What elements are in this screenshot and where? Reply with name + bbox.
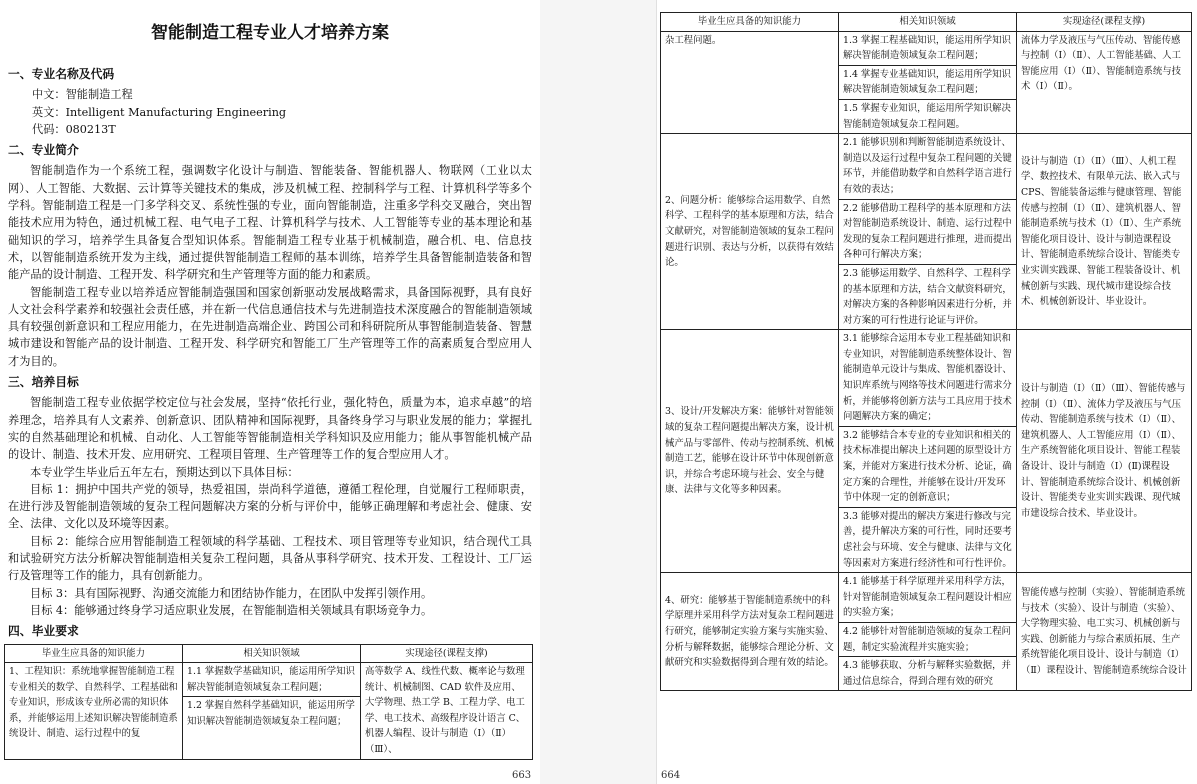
left-page xyxy=(0,0,541,784)
field-item: 3.3 能够对提出的解决方案进行修改与完善，提升解决方案的可行性，同时还要考虑社会与环境、安全与健康、法律与文化等因素对方案进行经济性和可行性评价。 xyxy=(843,510,1012,569)
field-item: 1.5 掌握专业知识，能运用所学知识解决智能制造领域复杂工程问题。 xyxy=(843,102,1011,130)
section-3-paragraph: 智能制造工程专业依据学校定位与社会发展，坚持“依托行业，强化特色，质量为本，追求卓越”的培养理念，培养具有人文素养、创新意识、团队精神和国际视野，具备终身学习与职业发展的能力；掌握扎实的自然基础理论和机械、自动化、人工智能等智能制造相关学科知识及应用能力；能从事智能机械产品的设计、制造、技术开发、应用研究、工程项目管理、生产管理等工作的复合型应用人才。 xyxy=(8,396,532,462)
section-3-paragraph: 本专业学生毕业后五年左右，预期达到以下具体目标： xyxy=(30,465,299,479)
requirements-table-right xyxy=(660,12,1192,691)
info-code: 代码：080213T xyxy=(32,122,116,136)
field-item: 1.4 掌握专业基础知识，能运用所学知识解决智能制造领域复杂工程问题； xyxy=(839,66,1016,100)
field-item: 3.2 能够结合本专业的专业知识和相关的技术标准提出解决上述问题的原型设计方案，并能对方案进行技术分析、论证，确定方案的合理性，并能够在设计/开发环节中体现一定的创新意识； xyxy=(839,427,1016,508)
page-number: 664 xyxy=(661,770,681,781)
field-item: 4.3 能够获取、分析与解释实验数据，并通过信息综合，得到合理有效的研究 xyxy=(843,660,1011,687)
table-row xyxy=(661,330,1192,573)
table-header: 毕业生应具备的知识能力 xyxy=(661,13,839,32)
table-header: 相关知识领域 xyxy=(183,644,361,663)
fields-cell xyxy=(839,134,1017,330)
left-content xyxy=(8,62,532,760)
field-item: 1.1 掌握数学基础知识，能运用所学知识解决智能制造领域复杂工程问题； xyxy=(183,663,360,697)
section-2-paragraph: 智能制造工程专业以培养适应智能制造强国和国家创新驱动发展战略需求，具备国际视野，具有良好人文社会科学素养和较强社会责任感，并在新一代信息通信技术与先进制造技术深度融合的智能制造领域具有较强创新意识和工程应用能力，在先进制造高端企业、跨国公司和科研院所从事智能制造装备、智慧城市建设和智能产品的设计制造、工程开发、科学研究和智能工厂生产管理等工作的高素质复合型应用人才为目的。 xyxy=(8,285,532,368)
info-chinese-name: 中文：智能制造工程 xyxy=(32,88,133,102)
info-english-name: 英文：Intelligent Manufacturing Engineering xyxy=(32,105,287,119)
ability-cell: 1、工程知识：系统地掌握智能制造工程专业相关的数学、自然科学、工程基础和专业知识，形成该专业所必需的知识体系，并能够运用上述知识解决智能制造系统设计、制造、运行过程中的复 xyxy=(5,663,183,760)
goal-item: 目标 3：具有国际视野、沟通交流能力和团结协作能力，在团队中发挥引领作用。 xyxy=(30,586,433,600)
table-header: 相关知识领域 xyxy=(839,13,1017,32)
fields-cell xyxy=(839,573,1017,691)
goal-item: 目标 2：能综合应用智能制造工程领域的科学基础、工程技术、项目管理等专业知识，结合现代工具和试验研究方法分析解决智能制造相关复杂工程问题，具备从事科学研究、技术开发、工程设计、工厂运行及管理等工作的能力，具有创新能力。 xyxy=(8,534,532,583)
section-1-heading: 一、专业名称及代码 xyxy=(8,67,115,81)
requirements-table-left xyxy=(4,644,533,760)
field-item: 2.2 能够借助工程科学的基本原理和方法对智能制造系统设计、制造、运行过程中发现的复杂工程问题进行推理，进而提出各种可行解决方案； xyxy=(839,200,1016,265)
page-number: 663 xyxy=(512,770,532,781)
table-row xyxy=(5,663,533,760)
courses-cell: 智能传感与控制（实验）、智能制造系统与技术（实验）、设计与制造（实验）、大学物理实验、电工实习、机械创新与实践、创新能力与综合素质拓展、生产系统智能化项目设计、设计与制造（Ⅰ）（Ⅱ）课程设计、智能制造系统综合设计 xyxy=(1017,573,1192,691)
table-header: 毕业生应具备的知识能力 xyxy=(5,644,183,663)
ability-cell: 2、问题分析：能够综合运用数学、自然科学、工程科学的基本原理和方法，结合文献研究，对智能制造领域的复杂工程问题进行识别、表达与分析，以获得有效结论。 xyxy=(661,134,839,330)
table-header: 实现途径(课程支撑) xyxy=(1017,13,1192,32)
field-item: 2.1 能够识别和判断智能制造系统设计、制造以及运行过程中复杂工程问题的关键环节，并能借助数学和自然科学语言进行有效的表达； xyxy=(839,134,1016,199)
field-item: 4.1 能够基于科学原理并采用科学方法，针对智能制造领域复杂工程问题设计相应的实验方案； xyxy=(839,573,1016,623)
field-item: 4.2 能够针对智能制造领域的复杂工程问题，制定实验流程并实施实验； xyxy=(839,623,1016,657)
section-3-heading: 三、培养目标 xyxy=(8,375,79,390)
section-2-heading: 二、专业简介 xyxy=(8,143,79,158)
right-page xyxy=(656,0,1197,784)
field-item: 1.2 掌握自然科学基础知识，能运用所学知识解决智能制造领域复杂工程问题； xyxy=(187,700,355,727)
table-row xyxy=(661,573,1192,691)
section-4-heading: 四、毕业要求 xyxy=(8,624,79,639)
goal-item: 目标 1：拥护中国共产党的领导，热爱祖国，崇尚科学道德，遵循工程伦理，自觉履行工程师职责，在进行涉及智能制造领域的复杂工程问题解决方案的分析与评价中，能够正确理解和考虑社会、健康、安全、法律、文化以及环境等因素。 xyxy=(8,482,532,531)
table-header: 实现途径(课程支撑) xyxy=(361,644,533,663)
table-row xyxy=(661,134,1192,330)
section-2-paragraph: 智能制造作为一个系统工程，强调数字化设计与制造、智能装备、智能机器人、物联网（工业以太网）、人工智能、大数据、云计算等关键技术的集成，涉及机械工程、控制科学与工程、计算机科学等多个学科。智能制造工程是一门多学科交叉、系统性强的专业，面向智能制造，注重多学科交叉融合，突出智能技术应用为特色，通过机械工程、电气电子工程、计算机科学与技术、人工智能等专业的基本理论和基础知识的学习，培养学生具备复合型知识体系。智能制造工程专业基于机械制造，融合机、电、信息技术，以智能制造系统开发为主线，通过提供智能制造工程师的基本训练，培养学生具备智能制造装备和智能产品的设计制造、工程开发、科学研究和生产管理等方面的能力和素质。 xyxy=(8,164,532,282)
fields-cell xyxy=(839,31,1017,134)
field-item: 2.3 能够运用数学、自然科学、工程科学的基本原理和方法，结合文献资料研究，对解决方案的各种影响因素进行分析，并对方案的可行性进行论证与评价。 xyxy=(843,267,1012,326)
document-title: 智能制造工程专业人才培养方案 xyxy=(151,23,389,43)
ability-cell: 杂工程问题。 xyxy=(661,31,839,134)
courses-cell: 设计与制造（Ⅰ）（Ⅱ）（Ⅲ）、人机工程学、数控技术、有限单元法、嵌入式与 CPS、智能装备运维与健康管理、智能传感与控制（Ⅰ）（Ⅱ）、建筑机器人、智能制造系统与技术（Ⅰ）（Ⅱ）、生产系统智能化项目设计、设计与制造课程设计、智能制造系统综合设计、智能类专业实训实践课、智能工程装备设计、机械创新与实践、现代城市建设综合技术、机械创新设计、毕业设计。 xyxy=(1017,134,1192,330)
page-gutter xyxy=(540,0,656,784)
goal-item: 目标 4：能够通过终身学习适应职业发展，在智能制造相关领域具有职场竞争力。 xyxy=(30,603,433,617)
courses-cell: 设计与制造（Ⅰ）（Ⅱ）（Ⅲ）、智能传感与控制（Ⅰ）（Ⅱ）、流体力学及液压与气压传动、智能制造系统与技术（Ⅰ）（Ⅱ）、建筑机器人、人工智能应用（Ⅰ）（Ⅱ）、生产系统智能化项目设计、智能工程装备设计、设计与制造（Ⅰ）(Ⅱ)课程设计、智能制造系统综合设计、机械创新设计、智能类专业实训实践课、现代城市建设综合技术、毕业设计。 xyxy=(1017,330,1192,573)
courses-cell: 流体力学及液压与气压传动、智能传感与控制（Ⅰ）（Ⅱ）、人工智能基础、人工智能应用（Ⅰ）（Ⅱ）、智能制造系统与技术（Ⅰ）（Ⅱ）。 xyxy=(1017,31,1192,134)
fields-cell xyxy=(183,663,361,760)
field-item: 1.3 掌握工程基础知识，能运用所学知识解决智能制造领域复杂工程问题； xyxy=(839,32,1016,66)
courses-cell: 高等数学 A、线性代数、概率论与数理统计、机械制图、CAD 软件及应用、大学物理、热工学 B、工程力学、电工学、电工技术、高级程序设计语言 C、机器人编程、设计与制造（Ⅰ）（Ⅱ）（Ⅲ）、 xyxy=(361,663,533,760)
fields-cell xyxy=(839,330,1017,573)
ability-cell: 3、设计/开发解决方案：能够针对智能领域的复杂工程问题提出解决方案，设计机械产品与零部件、传动与控制系统、机械制造工艺，能够在设计环节中体现创新意识，并综合考虑环境与社会、安全与健康、法律与文化等多种因素。 xyxy=(661,330,839,573)
field-item: 3.1 能够综合运用本专业工程基础知识和专业知识，对智能制造系统整体设计、智能制造单元设计与集成、智能机器设计、知识库系统与网络等技术问题进行需求分析，并能够将创新方法与工具应用于技术问题解决方案的确定； xyxy=(839,330,1016,427)
table-row xyxy=(661,31,1192,134)
ability-cell: 4、研究：能够基于智能制造系统中的科学原理并采用科学方法对复杂工程问题进行研究，能够制定实验方案与实施实验、分析与解释数据，能够综合理论分析、文献研究和实验数据得到合理有效的结论。 xyxy=(661,573,839,691)
